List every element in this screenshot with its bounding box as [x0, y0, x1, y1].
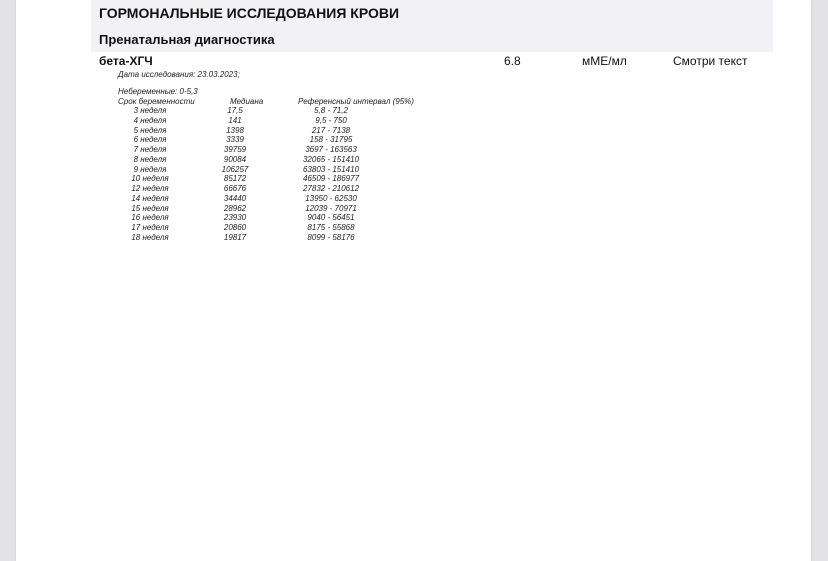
cell-median: 85172	[223, 174, 247, 184]
col-header-term: Срок беременности	[118, 97, 195, 106]
cell-reference: 8175 - 55868	[307, 223, 355, 232]
cell-reference: 158 - 31795	[309, 135, 353, 145]
cell-reference: 13950 - 62530	[305, 193, 357, 203]
cell-median: 28962	[223, 203, 247, 213]
section-title: ГОРМОНАЛЬНЫЕ ИССЛЕДОВАНИЯ КРОВИ	[99, 5, 400, 21]
cell-reference: 63803 - 151410	[302, 164, 360, 174]
cell-term: 14 неделя	[131, 193, 169, 203]
cell-reference: 32065 - 151410	[302, 154, 360, 164]
cell-median: 66676	[223, 184, 247, 193]
test-unit: мМЕ/мл	[582, 54, 627, 68]
cell-median: 141	[228, 115, 242, 125]
cell-reference: 8099 - 58176	[307, 232, 355, 242]
cell-term: 6 неделя	[133, 135, 167, 145]
cell-term: 4 неделя	[133, 115, 167, 125]
cell-median: 39759	[223, 145, 247, 154]
cell-term: 16 неделя	[131, 213, 169, 223]
cell-median: 19817	[223, 232, 247, 242]
cell-reference: 3697 - 163563	[305, 145, 357, 154]
cell-term: 12 неделя	[131, 184, 169, 193]
cell-term: 15 неделя	[131, 203, 169, 213]
non-pregnant-range: Небеременные: 0-5,3	[118, 87, 198, 96]
cell-reference: 217 - 7138	[311, 125, 351, 135]
cell-median: 23930	[223, 213, 247, 223]
cell-term: 8 неделя	[133, 154, 167, 164]
cell-reference: 27832 - 210612	[302, 184, 360, 193]
test-name: бета-ХГЧ	[99, 54, 153, 68]
cell-reference: 5,8 - 71,2	[314, 106, 348, 115]
test-value: 6.8	[504, 54, 521, 68]
cell-reference: 9,5 - 750	[315, 115, 347, 125]
cell-term: 9 неделя	[133, 164, 167, 174]
cell-reference: 12039 - 70971	[305, 203, 357, 213]
cell-reference: 46509 - 186977	[302, 174, 360, 184]
col-header-reference: Референсный интервал (95%)	[298, 97, 414, 106]
cell-median: 1398	[226, 125, 244, 135]
cell-term: 5 неделя	[133, 125, 167, 135]
cell-median: 3339	[226, 135, 244, 145]
cell-term: 10 неделя	[131, 174, 169, 184]
cell-median: 20860	[223, 223, 247, 232]
cell-median: 106257	[221, 164, 249, 174]
cell-median: 17,5	[227, 106, 243, 115]
study-date: Дата исследования: 23.03.2023;	[118, 70, 240, 79]
document-page	[16, 0, 811, 561]
test-reference: Смотри текст	[673, 54, 748, 68]
subsection-title: Пренатальная диагностика	[99, 32, 275, 47]
cell-reference: 9040 - 56451	[307, 213, 355, 223]
cell-median: 90084	[223, 154, 247, 164]
cell-term: 7 неделя	[133, 145, 167, 154]
cell-term: 17 неделя	[131, 223, 169, 232]
cell-term: 18 неделя	[131, 232, 169, 242]
cell-term: 3 неделя	[133, 106, 167, 115]
col-header-median: Медиана	[230, 97, 264, 106]
cell-median: 34440	[223, 193, 247, 203]
